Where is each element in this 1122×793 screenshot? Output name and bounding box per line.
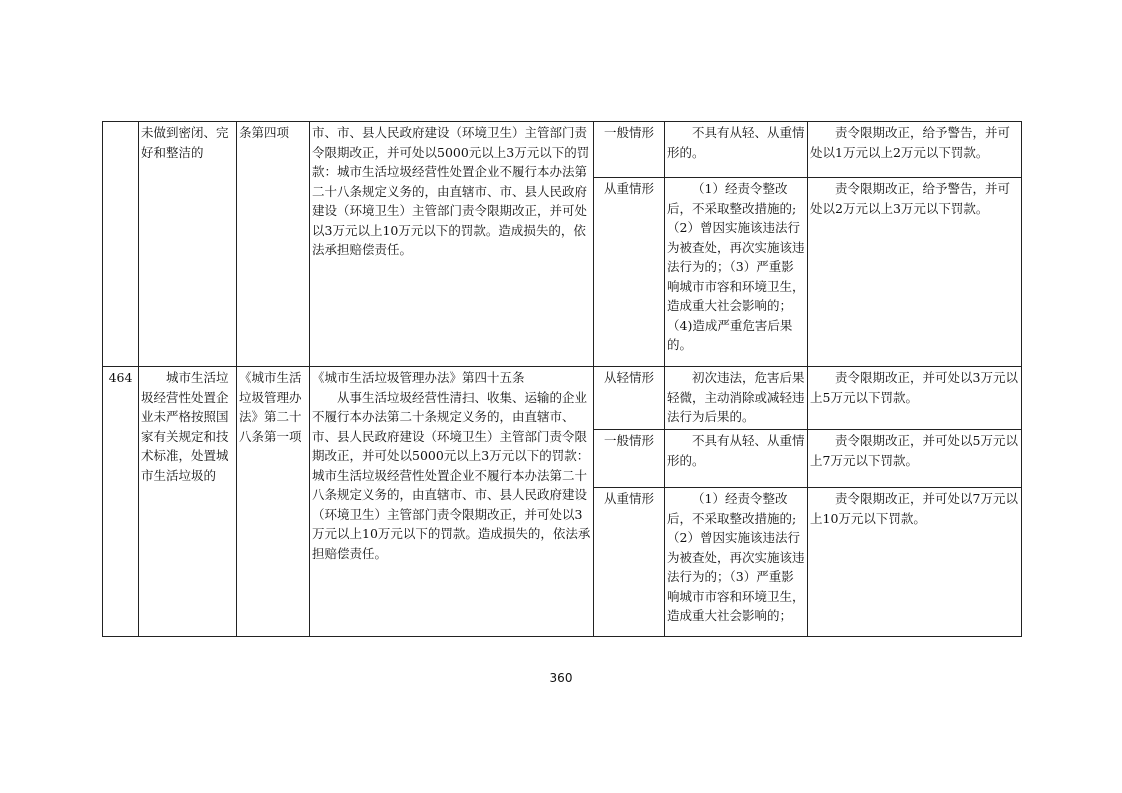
circumstance-cell: （1）经责令整改后，不采取整改措施的;（2）曾因实施该违法行为被查处，再次实施该违法行为的；（3）严重影响城市市容和环境卫生，造成重大社会影响的；（4)造成严重危害后果的。 [665,178,808,367]
penalty-standard-cell: 责令限期改正，给予警告，并可处以2万元以上3万元以下罚款。 [808,178,1022,367]
circumstance-cell: 初次违法，危害后果轻微，主动消除或减轻违法行为后果的。 [665,367,808,430]
page-number: 360 [549,671,573,685]
discretion-level-cell: 从重情形 [594,488,665,637]
discretion-level-cell: 一般情形 [594,122,665,178]
violation-cell: 未做到密闭、完好和整洁的 [139,122,237,367]
penalty-standard-cell: 责令限期改正，并可处以3万元以上5万元以下罚款。 [808,367,1022,430]
penalty-standard-cell: 责令限期改正，给予警告，并可处以1万元以上2万元以下罚款。 [808,122,1022,178]
penalty-standard-cell: 责令限期改正，并可处以7万元以上10万元以下罚款。 [808,488,1022,637]
circumstance-cell: 不具有从轻、从重情形的。 [665,122,808,178]
discretion-level-cell: 从轻情形 [594,367,665,430]
row-number-cell [103,122,139,367]
discretion-level-cell: 从重情形 [594,178,665,367]
legal-basis-cell: 《城市生活垃圾管理办法》第二十八条第一项 [237,367,310,637]
row-number-cell: 464 [103,367,139,637]
circumstance-cell: 不具有从轻、从重情形的。 [665,430,808,488]
table-row [103,122,1022,178]
penalty-provision-cell [310,367,594,637]
penalty-standards-table [102,121,1022,637]
table-row [103,367,1022,430]
penalty-title: 《城市生活垃圾管理办法》第四十五条 [312,370,525,385]
violation-cell: 城市生活垃圾经营性处置企业未严格按照国家有关规定和技术标准，处置城市生活垃圾的 [139,367,237,637]
penalty-provision-cell: 市、市、县人民政府建设（环境卫生）主管部门责令限期改正，并可处以5000元以上3万元以下的罚款：城市生活垃圾经营性处置企业不履行本办法第二十八条规定义务的，由直辖市、市、县人民政府建设（环境卫生）主管部门责令限期改正，并可处以3万元以上10万元以下的罚款。造成损失的，依法承担赔偿责任。 [310,122,594,367]
penalty-standard-cell: 责令限期改正，并可处以5万元以上7万元以下罚款。 [808,430,1022,488]
legal-basis-cell: 条第四项 [237,122,310,367]
discretion-level-cell: 一般情形 [594,430,665,488]
penalty-text: 从事生活垃圾经营性清扫、收集、运输的企业不履行本办法第二十条规定义务的，由直辖市、市、县人民政府建设（环境卫生）主管部门责令限期改正，并可处以5000元以上3万元以下的罚款：城市生活垃圾经营性处置企业不履行本办法第二十八条规定义务的，由直辖市、市、县人民政府建设（环境卫生）主管部门责令限期改正，并可处以3万元以上10万元以下的罚款。造成损失的，依法承担赔偿责任。 [312,389,591,561]
circumstance-cell: （1）经责令整改后，不采取整改措施的;（2）曾因实施该违法行为被查处，再次实施该违法行为的；（3）严重影响城市市容和环境卫生，造成重大社会影响的； [665,488,808,637]
